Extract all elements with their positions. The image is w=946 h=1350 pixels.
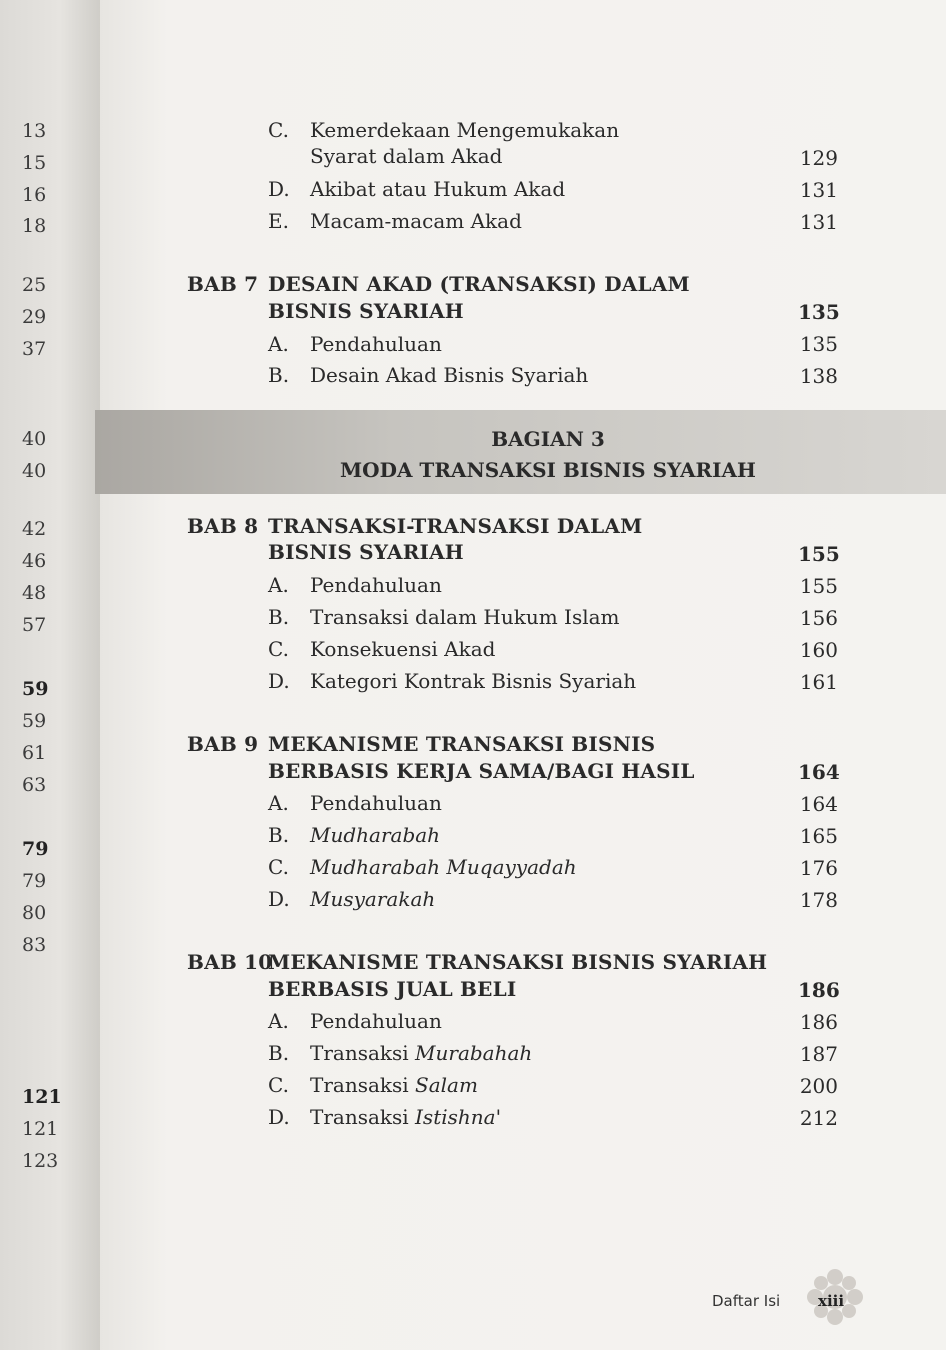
toc-page-number: 160 [799, 638, 838, 662]
toc-item-title [310, 1041, 532, 1065]
toc-item-title: Pendahuluan [310, 1009, 442, 1033]
toc-page-number: 164 [798, 760, 840, 784]
footer-section-label: Daftar Isi [712, 1292, 781, 1310]
chapter-title: BERBASIS KERJA SAMA/BAGI HASIL [268, 759, 695, 783]
toc-page-number: 178 [799, 888, 838, 912]
chapter-title: TRANSAKSI-TRANSAKSI DALAM [268, 514, 643, 538]
left-page-number: 80 [22, 902, 47, 924]
toc-item-letter: B. [268, 605, 290, 629]
left-page-number: 121 [22, 1086, 62, 1108]
toc-item-letter: C. [268, 855, 289, 879]
part-heading: BAGIAN 3 [491, 427, 605, 451]
left-page-number: 83 [22, 934, 47, 956]
chapter-title: BISNIS SYARIAH [268, 299, 464, 323]
left-page-number: 16 [22, 184, 47, 206]
chapter-label: BAB 7 [187, 272, 259, 296]
toc-item-title-italic: Mudharabah [310, 823, 441, 847]
toc-page-number: 165 [799, 824, 838, 848]
left-page-number: 57 [22, 614, 47, 636]
toc-page-number: 138 [799, 364, 838, 388]
toc-item-letter: B. [268, 1041, 290, 1065]
toc-item-letter: A. [268, 332, 289, 356]
toc-item-title-italic: Musyarakah [310, 887, 436, 911]
toc-item-title: Kemerdekaan Mengemukakan [310, 118, 620, 142]
toc-page-number: 212 [799, 1106, 838, 1130]
toc-item-letter: C. [268, 637, 289, 661]
toc-item-letter: A. [268, 1009, 289, 1033]
left-page-number: 42 [22, 518, 47, 540]
toc-page-number: 135 [799, 332, 838, 356]
chapter-label: BAB 8 [187, 514, 259, 538]
left-page-number: 13 [22, 120, 47, 142]
left-page-number: 79 [22, 838, 49, 860]
footer-page-number: xiii [818, 1292, 845, 1310]
toc-item-title: Desain Akad Bisnis Syariah [310, 363, 589, 387]
toc-item-letter: B. [268, 363, 290, 387]
toc-page-number: 176 [799, 856, 838, 880]
toc-page-number: 156 [799, 606, 838, 630]
toc-item-title [310, 1105, 501, 1129]
toc-item-title: Syarat dalam Akad [310, 144, 503, 168]
left-page-number: 59 [22, 678, 49, 700]
toc-page-number: 129 [799, 146, 838, 170]
toc-page-number: 155 [798, 542, 840, 566]
toc-item-title-prefix: Transaksi [310, 1105, 409, 1129]
left-page-number: 121 [22, 1118, 59, 1140]
chapter-title: MEKANISME TRANSAKSI BISNIS SYARIAH [268, 950, 768, 974]
left-page-number: 40 [22, 428, 47, 450]
toc-item-title-italic: Murabahah [415, 1041, 533, 1065]
toc-page-number: 186 [798, 978, 840, 1002]
toc-page-number: 164 [799, 792, 838, 816]
toc-page-number: 161 [799, 670, 838, 694]
toc-item-title-prefix: Transaksi [310, 1041, 409, 1065]
toc-item-letter: A. [268, 791, 289, 815]
toc-item-letter: A. [268, 573, 289, 597]
left-page-number: 29 [22, 306, 47, 328]
toc-item-title: Konsekuensi Akad [310, 637, 496, 661]
left-page-edge [0, 0, 101, 1350]
left-page-number: 25 [22, 274, 47, 296]
left-page-number: 37 [22, 338, 47, 360]
toc-item-title-italic: Mudharabah Muqayyadah [310, 855, 577, 879]
toc-page-number: 187 [799, 1042, 838, 1066]
left-page-number: 123 [22, 1150, 59, 1172]
toc-item-title [310, 855, 577, 879]
chapter-title: BERBASIS JUAL BELI [268, 977, 517, 1001]
toc-item-title-italic: Salam [415, 1073, 478, 1097]
toc-item-title: Pendahuluan [310, 791, 442, 815]
left-page-number: 79 [22, 870, 47, 892]
toc-item-letter: D. [268, 177, 290, 201]
left-page-number: 46 [22, 550, 47, 572]
toc-item-title: Transaksi dalam Hukum Islam [310, 605, 620, 629]
toc-item-title [310, 1073, 478, 1097]
left-page-number: 59 [22, 710, 47, 732]
toc-page-number: 155 [799, 574, 838, 598]
toc-item-title: Macam-macam Akad [310, 209, 522, 233]
toc-item-title-prefix: Transaksi [310, 1073, 409, 1097]
toc-item-title: Pendahuluan [310, 332, 442, 356]
toc-page-number: 135 [798, 300, 840, 324]
part-title: MODA TRANSAKSI BISNIS SYARIAH [340, 458, 756, 482]
chapter-title: MEKANISME TRANSAKSI BISNIS [268, 732, 656, 756]
left-page-number: 15 [22, 152, 47, 174]
left-page-number: 18 [22, 215, 47, 237]
left-page-number: 63 [22, 774, 47, 796]
toc-item-title [310, 823, 440, 847]
toc-page-number: 131 [799, 210, 838, 234]
left-page-number: 40 [22, 460, 47, 482]
toc-item-title: Kategori Kontrak Bisnis Syariah [310, 669, 637, 693]
chapter-title: BISNIS SYARIAH [268, 540, 464, 564]
left-page-number: 48 [22, 582, 47, 604]
toc-page-number: 200 [799, 1074, 838, 1098]
toc-page-number: 186 [799, 1010, 838, 1034]
toc-item-title: Akibat atau Hukum Akad [310, 177, 566, 201]
left-page-number: 61 [22, 742, 47, 764]
toc-item-letter: E. [268, 209, 289, 233]
toc-item-letter: C. [268, 118, 289, 142]
toc-item-letter: D. [268, 669, 290, 693]
toc-item-letter: D. [268, 887, 290, 911]
toc-page-number: 131 [799, 178, 838, 202]
toc-item-title: Pendahuluan [310, 573, 442, 597]
toc-item-letter: D. [268, 1105, 290, 1129]
toc-item-letter: B. [268, 823, 290, 847]
chapter-label: BAB 10 [187, 950, 273, 974]
toc-item-title [310, 887, 435, 911]
chapter-label: BAB 9 [187, 732, 259, 756]
chapter-title: DESAIN AKAD (TRANSAKSI) DALAM [268, 272, 690, 296]
toc-item-title-italic: Istishna' [415, 1105, 502, 1129]
toc-item-letter: C. [268, 1073, 289, 1097]
